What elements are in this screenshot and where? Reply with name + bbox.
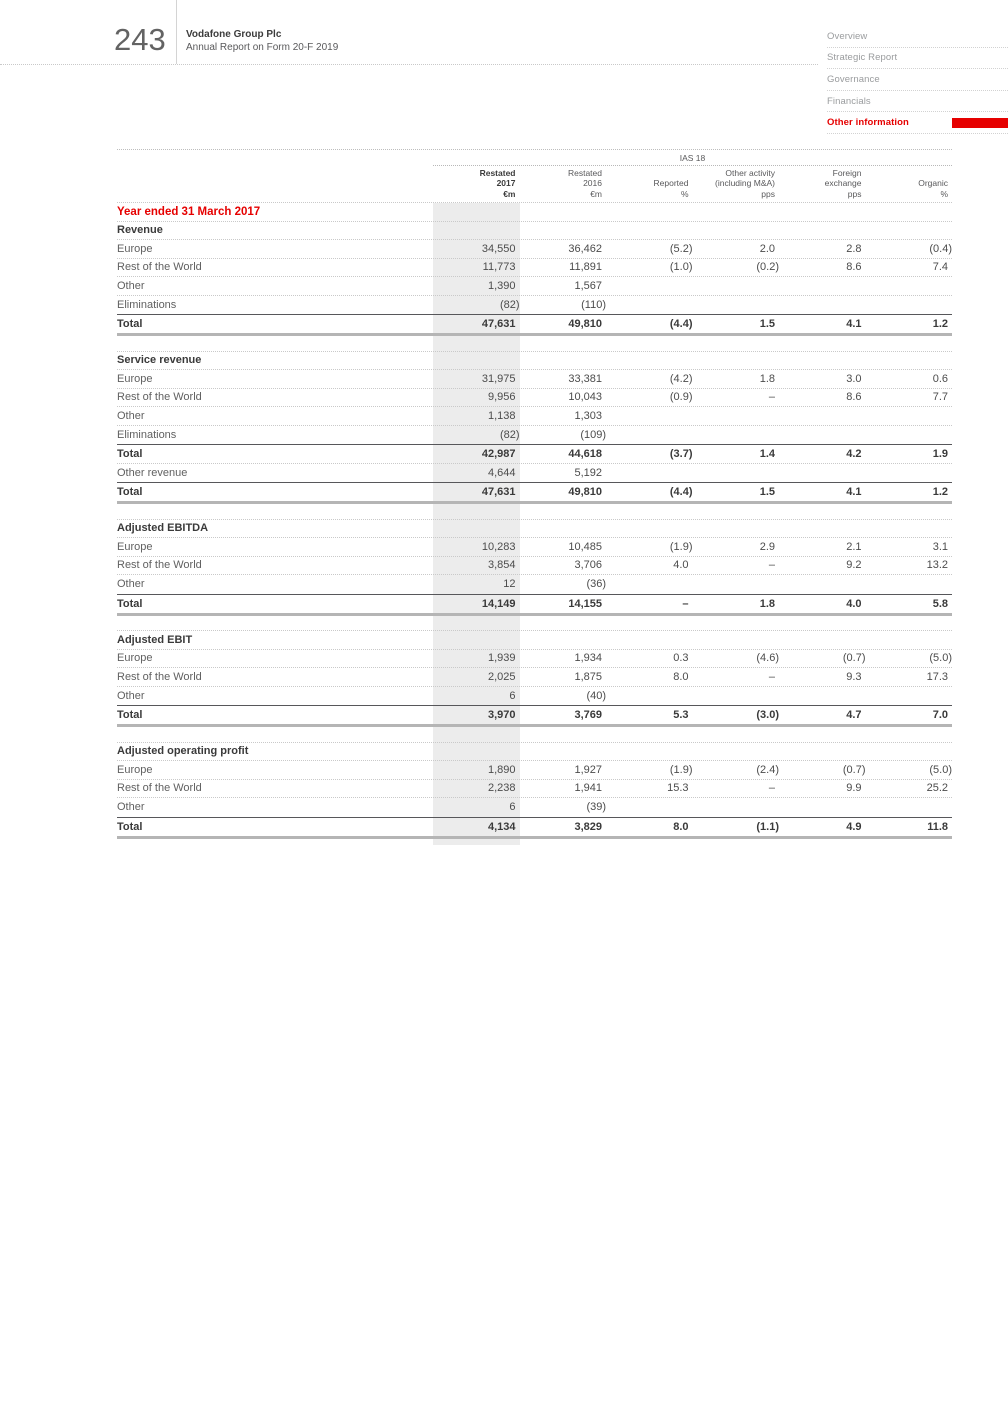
- table-row-other: [117, 277, 952, 296]
- table-row-other: [117, 407, 952, 426]
- cell-value: 4,644: [487, 466, 516, 479]
- cell-value: 1,941: [574, 782, 602, 795]
- section-heading-label: Adjusted operating profit: [117, 745, 249, 758]
- cell-value: 42,987: [481, 447, 516, 460]
- cell-value: 11,891: [569, 261, 602, 274]
- cell-value: (4.2): [669, 372, 693, 385]
- cell-value: 7.0: [932, 709, 948, 721]
- table-row-europe: [117, 538, 952, 557]
- cell-value: 5,192: [574, 466, 602, 479]
- cell-value: 6: [509, 689, 516, 702]
- cell-value: (0.7): [842, 763, 866, 776]
- cell-value: –: [768, 782, 775, 795]
- table-row-other: [117, 798, 952, 817]
- cell-value: 36,462: [568, 242, 602, 255]
- nav-item-label: Governance: [827, 73, 880, 85]
- table-row-total: [117, 817, 952, 839]
- cell-value: 4.2: [846, 447, 862, 460]
- financial-table: [117, 149, 952, 839]
- column-header-other-activity-including-m-a-pps: Other activity (including M&A) pps: [715, 167, 775, 199]
- cell-value: (0.4): [929, 242, 952, 255]
- table-row-rest-of-the-world: [117, 389, 952, 408]
- cell-value: 2,025: [487, 670, 516, 683]
- table-body: [117, 203, 952, 839]
- cell-value: 5.3: [673, 709, 689, 721]
- cell-value: 15.3: [667, 782, 689, 795]
- cell-value: 4.1: [846, 318, 862, 330]
- cell-value: (0.7): [842, 652, 866, 665]
- cell-value: 4.0: [846, 597, 862, 610]
- ias18-group-header: [433, 150, 952, 166]
- section-heading-adjusted-operating-profit: [117, 743, 952, 762]
- row-label: Europe: [117, 763, 153, 776]
- section-heading-adjusted-ebitda: [117, 520, 952, 539]
- cell-value: 1,939: [487, 652, 516, 665]
- cell-value: (0.2): [756, 261, 779, 274]
- table-row-europe: [117, 761, 952, 780]
- table-row-eliminations: [117, 296, 952, 315]
- cell-value: (109): [580, 428, 606, 441]
- cell-value: 1.2: [932, 318, 948, 330]
- row-label: Eliminations: [117, 298, 177, 311]
- section-heading-label: Adjusted EBITDA: [117, 522, 209, 535]
- cell-value: 5.8: [932, 597, 948, 610]
- cell-value: 25.2: [926, 782, 948, 795]
- section-heading-service-revenue: [117, 352, 952, 371]
- cell-value: 1,138: [487, 409, 516, 422]
- cell-value: 1.8: [759, 372, 775, 385]
- section-gap: [117, 727, 952, 743]
- cell-value: 9.9: [846, 782, 862, 795]
- row-label: Other: [117, 801, 145, 814]
- table-row-rest-of-the-world: [117, 668, 952, 687]
- report-name: Annual Report on Form 20-F 2019: [186, 42, 339, 53]
- section-gap: [117, 504, 952, 520]
- cell-value: 12: [503, 578, 516, 591]
- cell-value: 1,303: [574, 409, 602, 422]
- cell-value: 1.4: [759, 447, 775, 460]
- table-row-total: [117, 705, 952, 727]
- table-row-other-revenue: [117, 464, 952, 483]
- cell-value: (1.1): [756, 820, 779, 833]
- row-label: Europe: [117, 540, 153, 553]
- cell-value: 44,618: [568, 447, 602, 460]
- table-row-rest-of-the-world: [117, 259, 952, 278]
- cell-value: 11,773: [482, 261, 516, 274]
- cell-value: 13.2: [926, 559, 948, 572]
- cell-value: 14,155: [568, 597, 602, 610]
- section-gap: [117, 616, 952, 632]
- cell-value: 7.4: [932, 261, 948, 274]
- cell-value: 14,149: [481, 597, 516, 610]
- cell-value: 3.1: [932, 540, 948, 553]
- row-label: Rest of the World: [117, 670, 202, 683]
- table-row-rest-of-the-world: [117, 780, 952, 799]
- table-row-other: [117, 575, 952, 594]
- section-nav: [827, 26, 1008, 134]
- row-label: Rest of the World: [117, 391, 202, 404]
- cell-value: 10,043: [568, 391, 602, 404]
- section-heading-adjusted-ebit: [117, 631, 952, 650]
- cell-value: 4.7: [846, 709, 862, 721]
- cell-value: 47,631: [481, 486, 516, 498]
- cell-value: 3,706: [574, 559, 602, 572]
- nav-item-strategic-report[interactable]: [827, 48, 1008, 70]
- cell-value: 31,975: [481, 372, 516, 385]
- cell-value: 3,854: [487, 559, 516, 572]
- cell-value: 3,769: [574, 709, 602, 721]
- cell-value: (3.0): [756, 709, 779, 721]
- cell-value: 1,390: [487, 279, 516, 292]
- nav-item-governance[interactable]: [827, 69, 1008, 91]
- table-caption-label: Year ended 31 March 2017: [117, 205, 261, 218]
- cell-value: 10,485: [568, 540, 602, 553]
- cell-value: (82): [499, 428, 520, 441]
- report-title-block: [186, 28, 338, 54]
- column-header-row: [117, 166, 952, 203]
- nav-item-financials[interactable]: [827, 91, 1008, 113]
- table-row-total: [117, 444, 952, 464]
- cell-value: 47,631: [481, 318, 516, 330]
- cell-value: 8.0: [673, 670, 689, 683]
- cell-value: 33,381: [568, 372, 602, 385]
- cell-value: (0.9): [669, 391, 693, 404]
- row-label: Rest of the World: [117, 559, 202, 572]
- cell-value: 4.0: [673, 559, 689, 572]
- cell-value: 8.6: [846, 391, 862, 404]
- cell-value: –: [768, 670, 775, 683]
- section-heading-label: Revenue: [117, 224, 163, 237]
- nav-item-overview[interactable]: [827, 26, 1008, 48]
- cell-value: 49,810: [568, 318, 602, 330]
- row-label: Other revenue: [117, 466, 188, 479]
- cell-value: (5.2): [669, 242, 693, 255]
- cell-value: 1,934: [574, 652, 602, 665]
- row-label: Total: [117, 597, 143, 610]
- cell-value: 4.1: [846, 486, 862, 498]
- cell-value: (82): [499, 298, 520, 311]
- cell-value: 2.8: [846, 242, 862, 255]
- table-row-total: [117, 482, 952, 504]
- cell-value: 17.3: [926, 670, 948, 683]
- cell-value: (40): [586, 689, 606, 702]
- cell-value: 9.3: [846, 670, 862, 683]
- cell-value: 2.1: [846, 540, 862, 553]
- cell-value: 2,238: [487, 782, 516, 795]
- cell-value: (5.0): [929, 652, 952, 665]
- table-caption: [117, 203, 952, 222]
- cell-value: (5.0): [929, 763, 952, 776]
- column-header-organic: Organic %: [918, 178, 948, 199]
- row-label: Other: [117, 689, 145, 702]
- table-row-eliminations: [117, 426, 952, 445]
- row-label: Other: [117, 578, 145, 591]
- section-gap: [117, 336, 952, 352]
- cell-value: (4.6): [756, 652, 779, 665]
- row-label: Total: [117, 318, 143, 330]
- cell-value: 1.9: [932, 447, 948, 460]
- row-label: Eliminations: [117, 428, 177, 441]
- cell-value: 1.2: [932, 486, 948, 498]
- cell-value: 1,567: [574, 279, 602, 292]
- column-header-restated-2016-m: Restated 2016 €m: [567, 167, 602, 199]
- table-row-europe: [117, 370, 952, 389]
- header-divider: [176, 0, 177, 64]
- table-row-rest-of-the-world: [117, 557, 952, 576]
- cell-value: (1.0): [669, 261, 693, 274]
- table-row-other: [117, 687, 952, 706]
- active-section-bar: [952, 118, 1008, 128]
- ias18-label: IAS 18: [679, 152, 706, 163]
- table-row-total: [117, 594, 952, 616]
- row-label: Europe: [117, 652, 153, 665]
- column-header-foreign-exchange-pps: Foreign exchange pps: [824, 167, 862, 199]
- table-group-header-row: [117, 150, 952, 166]
- nav-item-label: Overview: [827, 30, 868, 42]
- cell-value: 1.5: [759, 318, 775, 330]
- nav-item-label: Financials: [827, 95, 871, 107]
- cell-value: –: [768, 559, 775, 572]
- cell-value: 8.6: [846, 261, 862, 274]
- table-row-europe: [117, 650, 952, 669]
- cell-value: (1.9): [669, 763, 693, 776]
- cell-value: 11.8: [927, 820, 948, 833]
- cell-value: 10,283: [481, 540, 516, 553]
- table-row-total: [117, 314, 952, 336]
- page-number: 243: [114, 22, 166, 57]
- header-rule: [0, 64, 818, 65]
- row-label: Total: [117, 820, 143, 833]
- cell-value: 2.9: [759, 540, 775, 553]
- nav-item-other-information[interactable]: [827, 112, 1008, 134]
- cell-value: 1.5: [759, 486, 775, 498]
- cell-value: (4.4): [669, 486, 693, 498]
- cell-value: 34,550: [481, 242, 516, 255]
- row-label: Other: [117, 279, 145, 292]
- cell-value: (3.7): [669, 447, 693, 460]
- cell-value: 8.0: [673, 820, 689, 833]
- cell-value: 49,810: [568, 486, 602, 498]
- cell-value: (1.9): [669, 540, 693, 553]
- cell-value: (36): [586, 578, 606, 591]
- cell-value: –: [682, 597, 689, 610]
- cell-value: 7.7: [932, 391, 948, 404]
- cell-value: 4,134: [487, 820, 516, 833]
- cell-value: 4.9: [846, 820, 862, 833]
- cell-value: 0.6: [932, 372, 948, 385]
- cell-value: 3.0: [846, 372, 862, 385]
- cell-value: –: [768, 391, 775, 404]
- row-label: Europe: [117, 242, 153, 255]
- row-label: Rest of the World: [117, 261, 202, 274]
- cell-value: 9,956: [487, 391, 516, 404]
- cell-value: 3,829: [574, 820, 602, 833]
- cell-value: 2.0: [759, 242, 775, 255]
- row-label: Other: [117, 409, 145, 422]
- cell-value: 1.8: [759, 597, 775, 610]
- section-heading-label: Adjusted EBIT: [117, 633, 193, 646]
- nav-item-label: Strategic Report: [827, 52, 898, 64]
- cell-value: 3,970: [487, 709, 516, 721]
- row-label: Europe: [117, 372, 153, 385]
- cell-value: 1,927: [574, 763, 602, 776]
- cell-value: 9.2: [846, 559, 862, 572]
- cell-value: 0.3: [673, 652, 689, 665]
- section-heading-label: Service revenue: [117, 354, 202, 367]
- nav-item-label: Other information: [827, 117, 909, 129]
- cell-value: 6: [509, 801, 516, 814]
- column-header-restated-2017-m: Restated 2017 €m: [479, 167, 516, 199]
- cell-value: (2.4): [756, 763, 779, 776]
- column-header-reported: Reported %: [653, 178, 689, 199]
- cell-value: (39): [586, 801, 606, 814]
- cell-value: (110): [581, 298, 606, 311]
- company-name: Vodafone Group Plc: [186, 29, 282, 40]
- row-label: Total: [117, 709, 143, 721]
- cell-value: (4.4): [669, 318, 693, 330]
- row-label: Total: [117, 447, 143, 460]
- row-label: Rest of the World: [117, 782, 202, 795]
- table-row-europe: [117, 240, 952, 259]
- section-heading-revenue: [117, 222, 952, 241]
- cell-value: 1,875: [574, 670, 602, 683]
- row-label: Total: [117, 486, 143, 498]
- cell-value: 1,890: [487, 763, 516, 776]
